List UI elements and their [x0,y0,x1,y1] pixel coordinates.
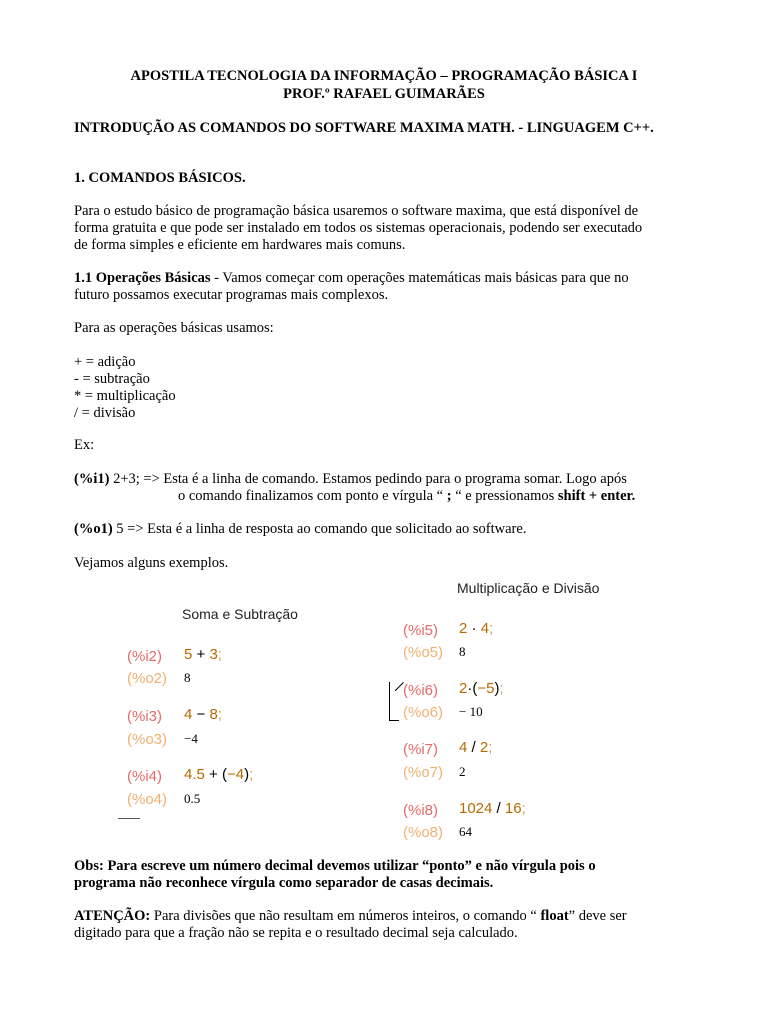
maxima-command [459,800,526,817]
maxima-command [459,739,492,756]
maxima-command [184,766,253,783]
maxima-input-label: (%i2) [127,648,163,665]
cmd-semicolon: ; [521,800,526,817]
cmd-part: 4 [480,620,490,637]
maxima-result: −4 [184,731,198,746]
maxima-input-label: (%i4) [127,768,163,785]
maxima-result: 2 [459,764,466,779]
cmd-op: / [492,800,505,817]
intro-line: Para o estudo básico de programação básica usaremos o software maxima, que está disponível de [74,203,639,219]
ops-text: - Vamos começar com operações matemáticas mais básicas para que no [210,270,629,286]
ex-label: Ex: [74,437,95,453]
obs-line: Obs: Para escreve um número decimal devemos utilizar “ponto” e não vírgula pois o [74,858,596,874]
maxima-output-label: (%o7) [403,764,444,781]
atencao-paragraph [74,908,694,942]
obs-paragraph [74,858,694,892]
cmd-part: 2 [479,739,489,756]
maxima-result: 8 [184,670,191,685]
maxima-output-label: (%o5) [403,644,444,661]
cmd-op: / [467,739,480,756]
panel-title-mult: Multiplicação e Divisão [457,580,600,596]
cmd-op: ) [244,766,250,783]
cmd-part: 4.5 [184,766,205,783]
cmd-semicolon: ; [249,766,254,783]
cmd-part: 5 [184,646,193,663]
cmd-part: 4 [459,739,468,756]
cmd-part: 16 [504,800,522,817]
panel-title-soma: Soma e Subtração [182,606,298,622]
section-title: 1. COMANDOS BÁSICOS. [74,170,246,186]
divider [118,818,140,819]
list-item: * = multiplicação [74,388,176,404]
cmd-part: 8 [209,706,218,723]
intro-paragraph [74,203,694,254]
maxima-output-label: (%o3) [127,731,168,748]
cmd-semicolon: ; [217,706,222,723]
atencao-text: Para divisões que não resultam em números inteiros, o comando “ [150,908,541,924]
ops-use-text: Para as operações básicas usamos: [74,320,274,336]
input-text: “ e pressionamos [451,488,558,504]
intro-line: de forma simples e eficiente em hardwares mais comuns. [74,237,406,253]
maxima-result: 8 [459,644,466,659]
examples-intro: Vejamos alguns exemplos. [74,555,229,571]
float-keyword: float [540,908,569,924]
maxima-command [459,620,493,637]
atencao-line2: digitado para que a fração não se repita e o resultado decimal seja calculado. [74,925,518,941]
maxima-output-label: (%o8) [403,824,444,841]
doc-subtitle: INTRODUÇÃO AS COMANDOS DO SOFTWARE MAXIMA MATH. - LINGUAGEM C++. [74,120,654,136]
cmd-semicolon: ; [489,620,494,637]
cell-bracket-foot [389,720,399,721]
atencao-text: ” deve ser [568,908,627,924]
maxima-input-label: (%i8) [403,802,439,819]
maxima-result: 0.5 [184,791,201,806]
cmd-semicolon: ; [488,739,493,756]
maxima-command [184,646,222,663]
doc-header-line1: APOSTILA TECNOLOGIA DA INFORMAÇÃO – PROGRAMAÇÃO BÁSICA I [130,68,638,84]
cmd-part: 1024 [459,800,493,817]
cmd-op: ) [494,680,500,697]
maxima-input-label: (%i7) [403,741,439,758]
maxima-output-label: (%o4) [127,791,168,808]
maxima-command [459,680,504,697]
cmd-part: −5 [477,680,495,697]
input-cmd-text: 2+3; => Esta é a linha de comando. Estamos pedindo para o programa somar. Logo após [109,471,627,487]
ops-paragraph [74,270,694,304]
input-label: (%i1) [74,471,110,487]
output-text: 5 => Esta é a linha de resposta ao comando que solicitado ao software. [112,521,527,537]
cmd-part: 4 [184,706,193,723]
maxima-output-label: (%o2) [127,670,168,687]
example-output-line [74,521,526,538]
obs-line: programa não reconhece vírgula como separador de casas decimais. [74,875,494,891]
maxima-result: − 10 [459,704,483,719]
list-item: + = adição [74,354,136,370]
maxima-result: 64 [459,824,472,839]
cmd-op: ·( [467,680,478,697]
output-label: (%o1) [74,521,113,537]
doc-header-line2: PROF.º RAFAEL GUIMARÃES [283,86,485,102]
ops-text-line2: futuro possamos executar programas mais complexos. [74,287,389,303]
maxima-command [184,706,222,723]
cmd-part: −4 [226,766,245,783]
cmd-part: 2 [459,680,468,697]
semicolon-mark: ; [446,488,452,504]
ops-list [74,354,694,422]
maxima-input-label: (%i3) [127,708,163,725]
cmd-op: + [192,646,210,663]
list-item: - = subtração [74,371,150,387]
cell-bracket [389,682,390,720]
maxima-input-label: (%i5) [403,622,439,639]
ops-heading: 1.1 Operações Básicas [74,270,211,286]
example-input-line2 [178,488,635,505]
cmd-op: · [467,620,481,637]
shift-enter-text: shift + enter. [557,488,636,504]
cmd-semicolon: ; [217,646,222,663]
list-item: / = divisão [74,405,136,421]
atencao-label: ATENÇÃO: [74,908,151,924]
cmd-op: − [192,706,210,723]
maxima-input-label: (%i6) [403,682,439,699]
cmd-part: 2 [459,620,468,637]
cmd-op: + ( [204,766,227,783]
cmd-part: 3 [209,646,218,663]
input-text: o comando finalizamos com ponto e vírgula “ [178,488,447,504]
intro-line: forma gratuita e que pode ser instalado em todos os sistemas operacionais, podendo ser executado [74,220,643,236]
example-input-line [74,471,627,488]
cmd-semicolon: ; [499,680,504,697]
maxima-output-label: (%o6) [403,704,444,721]
